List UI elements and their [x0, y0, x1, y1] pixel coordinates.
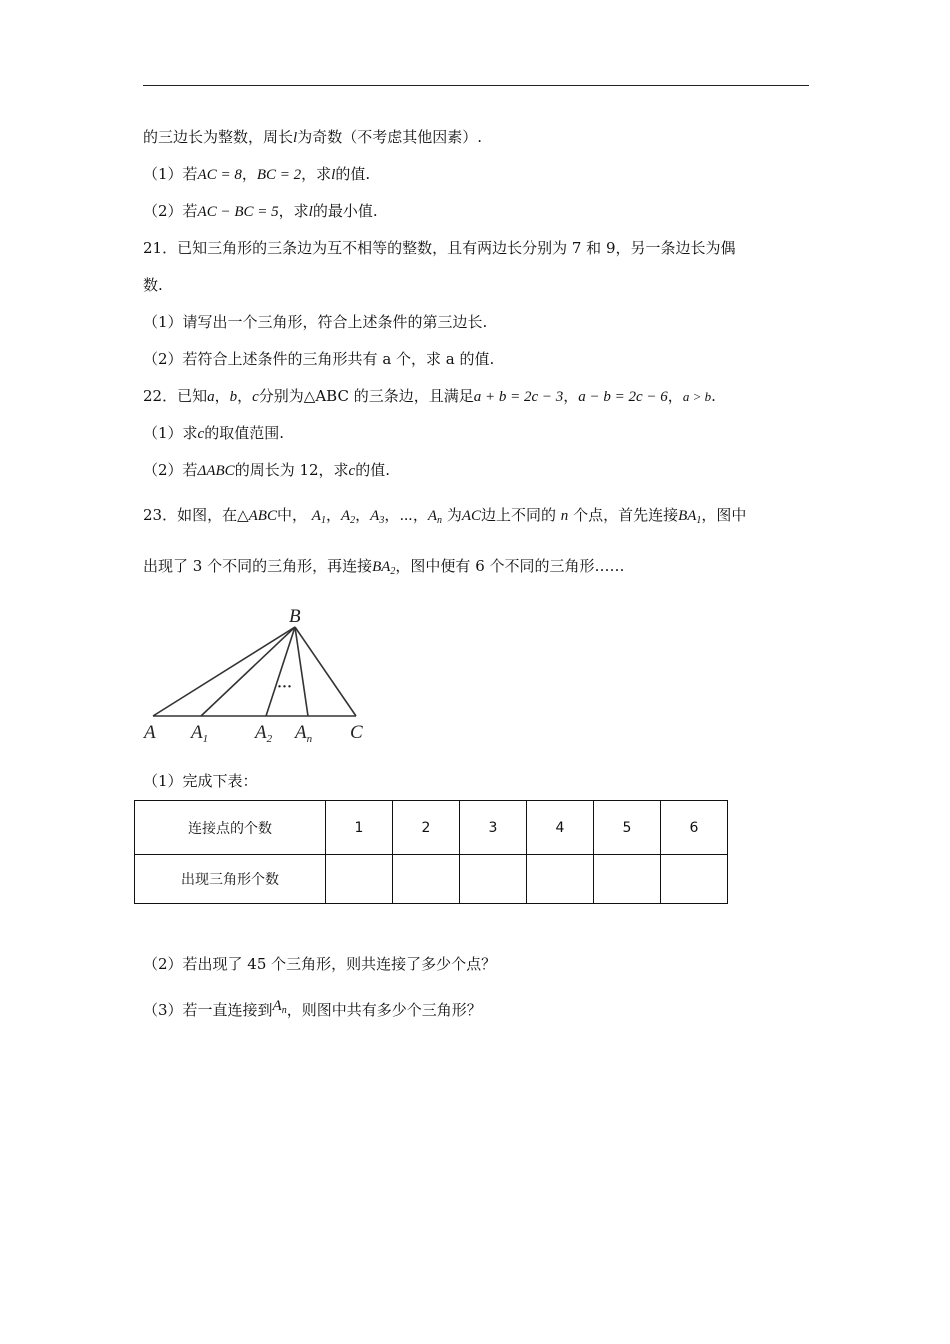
q22-part2	[143, 460, 390, 481]
eq-ac-minus-bc: AC − BC = 5	[197, 204, 279, 220]
count-cell: 6	[661, 801, 728, 855]
var-b: b	[229, 389, 238, 405]
q22-part1-suffix: 的取值范围.	[204, 424, 284, 442]
q21-line2: 数.	[143, 276, 163, 294]
label-c: C	[350, 722, 363, 743]
blank-answer-cell	[326, 855, 393, 904]
q23-text: 出现了 3 个不同的三角形，再连接	[143, 557, 373, 575]
q22-stem	[143, 386, 716, 407]
q23-text: ，图中便有 6 个不同的三角形……	[395, 557, 625, 575]
eq-a-plus-b: a + b = 2c − 3	[473, 389, 564, 405]
eq-a-minus-b: a − b = 2c − 6	[578, 389, 668, 405]
q20-intro-suffix: 为奇数（不考虑其他因素）.	[297, 128, 482, 146]
triangle-figure	[143, 602, 383, 747]
triangle-abc: △ABC	[237, 508, 277, 524]
point-an: $A_n$	[272, 998, 287, 1016]
comma: ，	[667, 387, 683, 405]
var-l: l	[308, 204, 313, 220]
answer-table	[134, 800, 728, 904]
point-a2: $A_2$	[340, 508, 356, 526]
header-rule	[143, 85, 809, 86]
q23-text: 中，	[276, 506, 307, 524]
q20-part2	[143, 201, 378, 222]
q21-part1: （1）请写出一个三角形，符合上述条件的第三边长.	[143, 313, 488, 331]
table-row	[135, 855, 728, 904]
q23-part3-suffix: ，则图中共有多少个三角形？	[286, 1001, 482, 1019]
comma: ，	[214, 387, 230, 405]
segment-ba1: $BA_1$	[678, 508, 702, 526]
label-a2: $A_2$	[255, 722, 273, 745]
label-an: $A_n$	[295, 722, 313, 745]
q23-part3-prefix: （3）若一直连接到	[143, 1001, 273, 1019]
comma: ，	[563, 387, 579, 405]
ellipsis: ⋯	[399, 506, 413, 524]
count-cell: 3	[460, 801, 527, 855]
q23-line2	[143, 556, 625, 582]
q22-part2-mid: 的周长为 12，求	[234, 461, 349, 479]
q20-part2-prefix: （2）若	[143, 202, 198, 220]
count-cell: 4	[527, 801, 594, 855]
count-cell: 2	[393, 801, 460, 855]
q22-prefix: 22．已知	[143, 387, 208, 405]
row2-header: 出现三角形个数	[135, 855, 326, 904]
label-a: A	[144, 722, 156, 743]
segment-ban-line	[295, 627, 308, 716]
q23-text: 个点，首先连接	[573, 506, 679, 524]
q22-part1	[143, 423, 284, 444]
q22-part1-prefix: （1）求	[143, 424, 198, 442]
q22-mid: 分别为△ABC 的三条边，且满足	[258, 387, 474, 405]
q22-part2-suffix: 的值.	[355, 461, 390, 479]
ineq-a-gt-b: a > b	[682, 389, 712, 404]
q20-part1-prefix: （1）若	[143, 165, 198, 183]
eq-ac-8: AC = 8	[197, 167, 242, 183]
q23-line1: 23．如图，在△ABC中， $A_1$，$A_2$，$A_3$，⋯，$A_n$ 为AC边上不同的 n 个点，首先连接$BA_1$，图中	[143, 506, 747, 526]
var-c: c	[348, 463, 356, 479]
blank-answer-cell	[594, 855, 661, 904]
comma: ，	[237, 387, 253, 405]
point-a3: $A_3$	[370, 508, 385, 526]
triangle-abc: ΔABC	[197, 463, 235, 479]
q20-part1-suffix: 的值.	[335, 165, 371, 183]
segment-ba2: $BA_2$	[372, 559, 396, 577]
blank-answer-cell	[527, 855, 594, 904]
segment-ab-line	[153, 627, 295, 716]
q23-prefix: 23．如图，在	[143, 506, 238, 524]
comma: ，	[241, 165, 257, 183]
var-l: l	[293, 130, 298, 146]
blank-answer-cell	[393, 855, 460, 904]
count-cell: 5	[594, 801, 661, 855]
segment-ac: AC	[461, 508, 481, 524]
segment-bc-line	[295, 627, 356, 716]
count-cell: 1	[326, 801, 393, 855]
q23-text: 边上不同的	[481, 506, 557, 524]
q23-part1: （1）完成下表：	[143, 772, 258, 790]
q21-part2: （2）若符合上述条件的三角形共有 a 个，求 a 的值.	[143, 350, 495, 368]
q20-intro-prefix: 的三边长为整数，周长	[143, 128, 294, 146]
q21-line1: 21．已知三角形的三条边为互不相等的整数，且有两边长分别为 7 和 9，另一条边长为偶	[143, 239, 736, 257]
table-row	[135, 801, 728, 855]
q20-part1	[143, 164, 370, 185]
q23-part2: （2）若出现了 45 个三角形，则共连接了多少个点？	[143, 955, 497, 973]
eq-bc-2: BC = 2	[256, 167, 302, 183]
point-a1: $A_1$	[311, 508, 326, 526]
q23-text: ，图中	[701, 506, 747, 524]
point-an: $A_n$	[427, 508, 443, 526]
q20-intro-line	[143, 127, 482, 148]
q23-text: 为	[446, 506, 462, 524]
q22-part2-prefix: （2）若	[143, 461, 198, 479]
blank-answer-cell	[460, 855, 527, 904]
var-a: a	[207, 389, 215, 405]
row1-header: 连接点的个数	[135, 801, 326, 855]
var-c: c	[252, 389, 259, 405]
blank-answer-cell	[661, 855, 728, 904]
q20-part2-suffix: 的最小值.	[312, 202, 378, 220]
figure-dots: ···	[277, 679, 293, 695]
var-c: c	[197, 426, 205, 442]
q23-part3	[143, 1000, 482, 1026]
var-n: n	[560, 508, 569, 524]
q20-part2-mid: ，求	[278, 202, 309, 220]
period: .	[711, 387, 716, 405]
label-a1: $A_1$	[191, 722, 209, 745]
q20-part1-mid: ，求	[301, 165, 332, 183]
var-l: l	[331, 167, 336, 183]
label-b: B	[289, 606, 301, 627]
